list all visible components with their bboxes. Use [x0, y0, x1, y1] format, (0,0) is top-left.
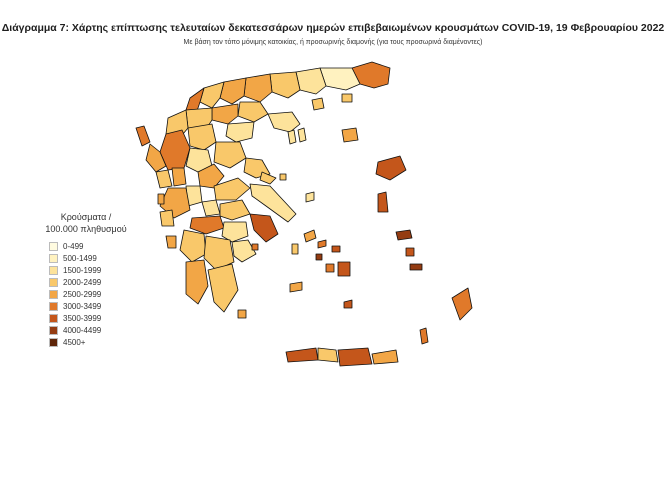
legend-label: 4000-4499 — [63, 326, 102, 335]
region-rethymno — [318, 348, 338, 362]
legend-swatch — [49, 326, 58, 335]
region-larissa — [214, 142, 246, 168]
legend-item — [49, 301, 156, 312]
legend-label: 2000-2499 — [63, 278, 102, 287]
region-thasos — [312, 98, 324, 110]
legend-item — [49, 241, 156, 252]
legend-item — [49, 253, 156, 264]
region-thrace-west — [296, 68, 326, 94]
region-milos — [290, 282, 302, 292]
figure-title: Διάγραμμα 7: Χάρτης επίπτωσης τελευταίων δεκατεσσάρων ημερών επιβεβαιωμένων κρουσμάτων COVID-19, 19 Φεβρουαρίου 2022 — [1, 22, 665, 34]
legend-swatch — [49, 278, 58, 287]
region-lasithi — [372, 350, 398, 364]
map-legend — [36, 211, 156, 349]
region-santorini — [344, 300, 352, 308]
legend-swatch — [49, 302, 58, 311]
region-kefalonia — [160, 210, 174, 226]
legend-label: 4500+ — [63, 338, 86, 347]
region-pieria — [226, 122, 254, 142]
region-laconia — [208, 264, 238, 312]
legend-label: 2500-2999 — [63, 290, 102, 299]
region-tinos — [318, 240, 326, 248]
region-chalkidiki-finger2 — [298, 128, 306, 142]
region-karpathos — [420, 328, 428, 344]
region-lefkada — [158, 194, 164, 204]
figure-subtitle: Με βάση τον τόπο μόνιμης κατοικίας, ή προσωρινής διαμονής (για τους προσωρινά διαμένοντες) — [183, 39, 483, 46]
legend-item — [49, 337, 156, 348]
region-macedonia-east-1 — [270, 72, 300, 98]
region-kalymnos-leros — [406, 248, 414, 256]
legend-item — [49, 277, 156, 288]
region-macedonia-east-2 — [244, 74, 272, 102]
legend-swatch — [49, 254, 58, 263]
region-thessaloniki — [238, 102, 268, 122]
region-macedonia-central-3 — [212, 104, 238, 124]
region-lesvos — [376, 156, 406, 180]
region-voiotia — [220, 200, 250, 220]
legend-item — [49, 313, 156, 324]
region-rhodes — [452, 288, 472, 320]
region-samothraki — [342, 94, 352, 102]
legend-swatch — [49, 242, 58, 251]
region-grevena-kozani — [188, 124, 216, 150]
region-kos — [410, 264, 422, 270]
region-zakynthos — [166, 236, 176, 248]
region-corfu — [136, 126, 150, 146]
legend-swatch — [49, 266, 58, 275]
legend-items — [36, 241, 156, 348]
region-achaia — [190, 216, 224, 234]
legend-swatch — [49, 290, 58, 299]
greece-choropleth-map — [120, 58, 500, 378]
legend-label: 1500-1999 — [63, 266, 102, 275]
region-macedonia-central-2 — [200, 82, 224, 108]
legend-swatch — [49, 338, 58, 347]
region-kea-kythnos — [292, 244, 298, 254]
legend-item — [49, 265, 156, 276]
region-argolida — [232, 240, 256, 262]
legend-label: 3000-3499 — [63, 302, 102, 311]
region-skiathos — [280, 174, 286, 180]
region-attica — [250, 214, 278, 242]
legend-label: 0-499 — [63, 242, 84, 251]
region-ilia — [180, 230, 206, 262]
legend-label: 3500-3999 — [63, 314, 102, 323]
region-chios — [378, 192, 388, 212]
region-aegina — [252, 244, 258, 250]
region-chalkidiki-finger1 — [288, 130, 296, 144]
region-syros — [316, 254, 322, 260]
region-mykonos — [332, 246, 340, 252]
region-preveza — [156, 170, 172, 188]
region-arta — [172, 168, 186, 186]
legend-item — [49, 325, 156, 336]
region-skyros — [306, 192, 314, 202]
region-chalkidiki — [268, 112, 300, 132]
legend-item — [49, 289, 156, 300]
legend-swatch — [49, 314, 58, 323]
region-fokida — [202, 200, 220, 216]
region-thrace-mid — [320, 68, 360, 90]
region-andros — [304, 230, 316, 242]
region-kythira — [238, 310, 246, 318]
legend-title-line2: 100.000 πληθυσμού — [45, 224, 127, 234]
region-naxos — [338, 262, 350, 276]
region-chania — [286, 348, 318, 362]
region-paros — [326, 264, 334, 272]
region-samos — [396, 230, 412, 240]
region-lemnos — [342, 128, 358, 142]
region-messinia — [186, 260, 208, 304]
legend-title-line1: Κρούσματα / — [60, 212, 112, 222]
region-heraklion — [338, 348, 372, 366]
legend-label: 500-1499 — [63, 254, 97, 263]
